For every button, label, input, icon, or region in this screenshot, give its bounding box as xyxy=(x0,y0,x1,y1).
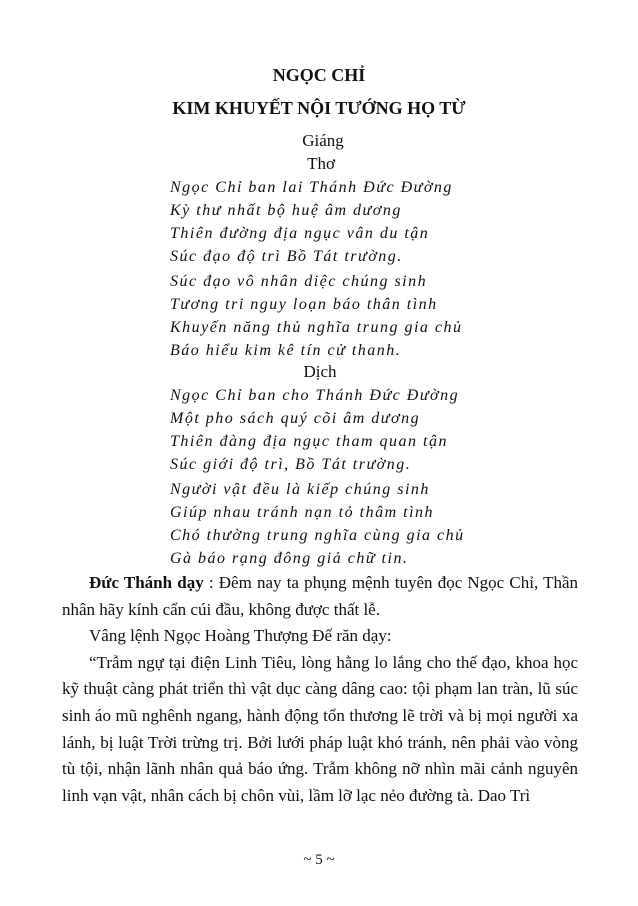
paragraph-1 xyxy=(62,570,578,623)
label-tho: Thơ xyxy=(307,154,335,173)
translation-line: Chó thường trung nghĩa cùng gia chủ xyxy=(170,527,465,544)
translation-line: Gà báo rạng đông giả chữ tin. xyxy=(170,550,409,567)
translation-line: Súc giới độ trì, Bồ Tát trường. xyxy=(170,456,412,473)
poem-line: Súc đạo độ trì Bồ Tát trường. xyxy=(170,248,403,265)
translation-line: Ngọc Chỉ ban cho Thánh Đức Đường xyxy=(170,387,460,404)
poem-line: Kỳ thư nhất bộ huệ âm dương xyxy=(170,202,402,219)
body-text xyxy=(62,570,578,809)
poem-line: Súc đạo vô nhân diệc chúng sinh xyxy=(170,273,428,290)
poem-line: Khuyến năng thủ nghĩa trung gia chủ xyxy=(170,319,463,336)
poem-line: Ngọc Chỉ ban lai Thánh Đức Đường xyxy=(170,179,453,196)
title-line-1: NGỌC CHỈ xyxy=(272,65,366,85)
paragraph-2: Vâng lệnh Ngọc Hoàng Thượng Đế răn dạy: xyxy=(89,626,392,646)
translation-line: Giúp nhau tránh nạn tỏ thâm tình xyxy=(170,504,435,521)
speaker-label: Đức Thánh dạy xyxy=(89,573,204,592)
paragraph-1-text: : Đêm nay ta phụng mệnh tuyên đọc Ngọc Chỉ, Thần nhân hãy kính cẩn cúi đầu, không được thất lễ. xyxy=(62,573,579,619)
label-giang: Giáng xyxy=(302,131,344,150)
poem-line: Tương tri nguy loạn báo thân tình xyxy=(170,296,438,313)
poem-line: Báo hiểu kim kê tín cử thanh. xyxy=(170,342,402,359)
page-number: ~ 5 ~ xyxy=(303,852,335,868)
translation-line: Người vật đều là kiếp chúng sinh xyxy=(170,481,430,498)
poem-line: Thiên đường địa ngục vân du tận xyxy=(170,225,430,242)
title-line-2: KIM KHUYẾT NỘI TƯỚNG HỌ TỪ xyxy=(172,98,466,118)
translation-line: Một pho sách quý cõi âm dương xyxy=(170,410,421,427)
translation-line: Thiên đàng địa ngục tham quan tận xyxy=(170,433,448,450)
label-dich: Dịch xyxy=(303,362,337,381)
paragraph-3: “Trẫm ngự tại điện Linh Tiêu, lòng hằng lo lắng cho thế đạo, khoa học kỹ thuật càng phát triển thì vật dục càng dâng cao: tội phạm lan tràn, lũ súc sinh áo mũ nghênh ngang, hành động tổn thương lẽ trời và bị mọi người xa lánh, bị luật Trời trừng trị. Bởi lưới pháp luật khó tránh, nên phải vào vòng tù tội, nhận lãnh nhân quả báo ứng. Trẫm không nỡ nhìn mãi cảnh nguyên linh vạn vật, nhân cách bị chôn vùi, lầm lỡ lạc nẻo đường tà. Dao Trì xyxy=(62,652,578,805)
